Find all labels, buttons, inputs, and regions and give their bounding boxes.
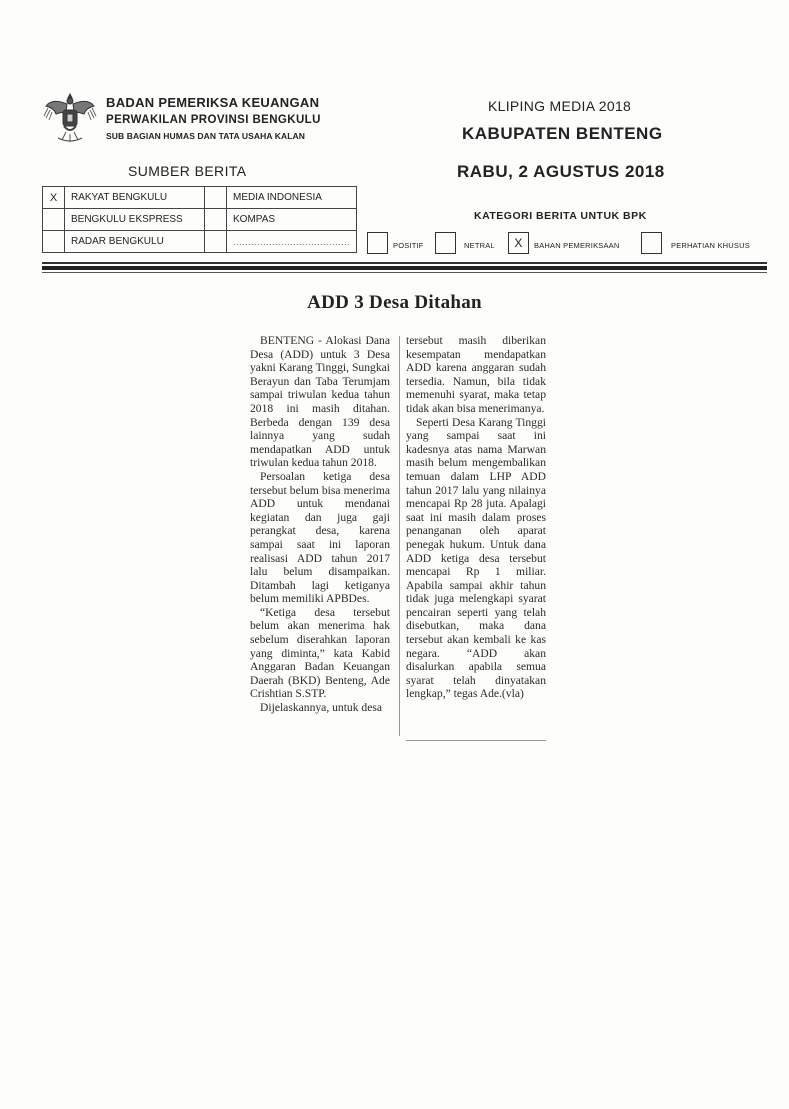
category-label-bahan-pemeriksaan: BAHAN PEMERIKSAAN (534, 241, 620, 250)
category-label-perhatian-khusus: PERHATIAN KHUSUS (671, 241, 750, 250)
category-title: KATEGORI BERITA UNTUK BPK (474, 210, 647, 222)
source-name: BENGKULU EKSPRESS (65, 209, 205, 231)
article-paragraph: BENTENG - Alokasi Dana Desa (ADD) untuk 3 Desa yakni Karang Tinggi, Sungkai Berayun dan Taba Terumjam sampai triwulan kedua tahun 2018 ini masih ditahan. Berbeda dengan 139 desa lainnya yang sudah mendapatkan ADD untuk triwulan kedua tahun 2018. (250, 334, 390, 470)
kliping-title: KLIPING MEDIA 2018 (488, 98, 632, 114)
source-checkbox (205, 231, 227, 253)
garuda-emblem-icon (42, 88, 98, 148)
header-rule (42, 266, 767, 270)
category-checkbox-positif (367, 232, 388, 254)
category-label-positif: POSITIF (393, 241, 424, 250)
article-column-right (406, 334, 546, 701)
source-checkbox (43, 231, 65, 253)
column-divider (399, 336, 400, 736)
article-column-left (250, 334, 390, 715)
category-checkbox-netral (435, 232, 456, 254)
header-rule (42, 262, 767, 264)
news-clipping (250, 334, 546, 744)
article-paragraph: Seperti Desa Karang Tinggi yang sampai saat ini kadesnya atas nama Marwan masih belum mengembalikan temuan dalam LHP ADD tahun 2017 lalu yang nilainya mencapai Rp 28 juta. Apalagi saat ini masih dalam proses penanganan oleh aparat penegak hukum. Untuk dana ADD ketiga desa tersebut mencapai Rp 1 miliar. Apabila sampai akhir tahun tidak juga melengkapi syarat pencairan seperti yang telah disebutkan, maka dana tersebut akan kembali ke kas negara. “ADD akan disalurkan apabila semua syarat telah dinyatakan lengkap,” tegas Ade.(vla) (406, 415, 546, 701)
bpk-logo (42, 88, 98, 148)
source-table (42, 186, 357, 253)
org-unit: SUB BAGIAN HUMAS DAN TATA USAHA KALAN (106, 131, 306, 141)
source-row (43, 187, 357, 209)
publication-date: RABU, 2 AGUSTUS 2018 (457, 162, 665, 181)
header-rule (42, 272, 767, 273)
source-row (43, 231, 357, 253)
source-row (43, 209, 357, 231)
article-headline: ADD 3 Desa Ditahan (307, 292, 482, 313)
category-checkbox-perhatian-khusus (641, 232, 662, 254)
source-name: RAKYAT BENGKULU (65, 187, 205, 209)
source-checkbox (205, 187, 227, 209)
source-checkbox (43, 209, 65, 231)
org-subtitle: PERWAKILAN PROVINSI BENGKULU (106, 114, 321, 126)
category-row (367, 232, 767, 256)
region-title: KABUPATEN BENTENG (462, 124, 663, 143)
clipping-edge (406, 740, 546, 741)
article-paragraph: Persoalan ketiga desa tersebut belum bisa menerima ADD untuk mendanai kegiatan dan juga gaji perangkat desa, karena sampai saat ini laporan realisasi ADD tahun 2017 lalu belum disampaikan. Ditambah lagi ketiganya belum memiliki APBDes. (250, 469, 390, 606)
source-name: KOMPAS (227, 209, 357, 231)
category-checkbox-bahan-pemeriksaan: X (508, 232, 529, 254)
source-checkbox (205, 209, 227, 231)
source-section-title: SUMBER BERITA (128, 163, 247, 179)
article-paragraph: “Ketiga desa tersebut belum akan menerima hak sebelum diserahkan laporan yang diminta,” kata Kabid Anggaran Badan Keuangan Daerah (BKD) Benteng, Ade Crishtian S.STP. (250, 605, 390, 701)
source-checkbox: X (43, 187, 65, 209)
source-name-blank: ....................................... (227, 231, 357, 253)
org-name: BADAN PEMERIKSA KEUANGAN (106, 95, 320, 110)
category-label-netral: NETRAL (464, 241, 495, 250)
article-paragraph: Dijelaskannya, untuk desa (260, 701, 383, 715)
source-name: RADAR BENGKULU (65, 231, 205, 253)
source-name: MEDIA INDONESIA (227, 187, 357, 209)
article-paragraph: tersebut masih diberikan kesempatan mendapatkan ADD karena anggaran sudah tersedia. Namun, bila tidak memenuhi syarat, maka tetap tidak akan bisa menerimanya. (406, 334, 546, 415)
